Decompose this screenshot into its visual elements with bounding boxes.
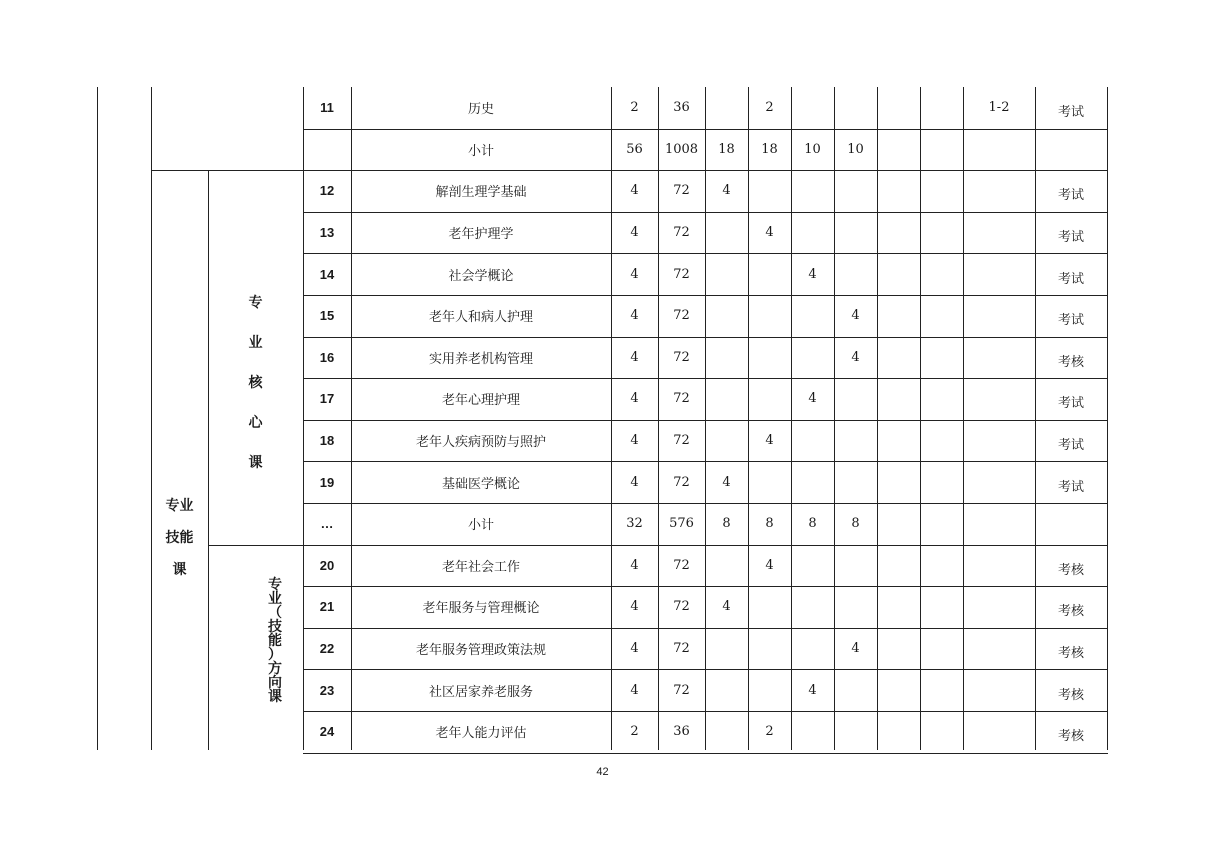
sem5-cell [877, 545, 920, 587]
sem2-cell: 4 [765, 433, 774, 449]
term-cell [963, 337, 1035, 379]
row-number: 16 [319, 349, 335, 365]
sem1-cell [705, 253, 748, 295]
term-cell [963, 129, 1035, 171]
sem1-cell: 4 [722, 599, 731, 615]
hours-cell: 72 [673, 225, 690, 241]
direction-course-label-char: 技 [268, 619, 282, 635]
sem4-cell: 10 [847, 141, 864, 157]
course-name: 老年社会工作 [441, 559, 520, 575]
credits-cell: 4 [630, 308, 639, 324]
course-name: 老年护理学 [448, 227, 514, 243]
core-course-label-char: 核 [248, 375, 263, 391]
sem3-cell: 4 [808, 682, 817, 698]
hours-cell: 72 [673, 349, 690, 365]
skill-course-label-char: 课 [172, 562, 187, 578]
direction-course-label-char: ） [268, 647, 282, 663]
direction-course-label [255, 578, 295, 704]
direction-course-label-char: 能 [268, 633, 282, 649]
row-number: 20 [319, 557, 335, 573]
sem1-cell [705, 628, 748, 670]
credits-cell: 2 [630, 100, 639, 116]
hours-cell: 72 [673, 433, 690, 449]
sem6-cell [920, 711, 963, 753]
row-number: 23 [319, 682, 335, 698]
credits-cell: 4 [630, 225, 639, 241]
sem5-cell [877, 420, 920, 462]
credits-cell: 4 [630, 391, 639, 407]
sem3-cell [791, 586, 834, 628]
sem3-cell [791, 170, 834, 212]
course-name: 小计 [467, 518, 494, 534]
sem4-cell [834, 669, 877, 711]
course-name: 老年人疾病预防与照护 [415, 435, 546, 451]
course-name: 实用养老机构管理 [428, 351, 533, 367]
sem6-cell [920, 337, 963, 379]
sem2-cell: 2 [765, 100, 774, 116]
credits-cell: 4 [630, 474, 639, 490]
sem4-cell: 4 [851, 349, 860, 365]
sem2-cell: 2 [765, 724, 774, 740]
sem1-cell [705, 669, 748, 711]
row-number: 22 [319, 641, 335, 657]
row-number: 11 [320, 100, 334, 116]
credits-cell: 4 [630, 557, 639, 573]
course-name: 社会学概论 [448, 268, 514, 284]
sem5-cell [877, 669, 920, 711]
term-cell: 1-2 [988, 100, 1010, 116]
sem1-cell: 18 [718, 141, 735, 157]
course-name: 老年人和病人护理 [428, 310, 533, 326]
sem2-cell: 8 [765, 516, 774, 532]
sem3-cell: 4 [808, 266, 817, 282]
sem5-cell [877, 295, 920, 337]
page-number: 42 [596, 766, 609, 778]
term-cell [963, 253, 1035, 295]
category-border [151, 87, 152, 750]
assessment-cell: 考核 [1057, 646, 1084, 662]
sem2-cell [748, 253, 791, 295]
assessment-cell: 考核 [1057, 604, 1084, 620]
sem5-cell [877, 129, 920, 171]
sem6-cell [920, 87, 963, 129]
sem5-cell [877, 711, 920, 753]
term-cell [963, 420, 1035, 462]
sem5-cell [877, 170, 920, 212]
assessment-cell: 考试 [1057, 479, 1084, 495]
direction-course-label-char: 业 [268, 591, 282, 607]
skill-course-label-char: 技能 [165, 530, 194, 546]
assessment-cell: 考试 [1057, 271, 1084, 287]
sem3-cell [791, 461, 834, 503]
term-cell [963, 212, 1035, 254]
sem4-cell: 8 [851, 516, 860, 532]
sem4-cell [834, 711, 877, 753]
sem1-cell [705, 545, 748, 587]
term-cell [963, 170, 1035, 212]
direction-course-label-char: 专 [268, 577, 282, 593]
row-number: 19 [319, 474, 335, 490]
credits-cell: 4 [630, 183, 639, 199]
assessment-cell: 考核 [1057, 687, 1084, 703]
credits-cell: 4 [630, 266, 639, 282]
sem6-cell [920, 586, 963, 628]
sem1-cell [705, 337, 748, 379]
sem2-cell: 4 [765, 225, 774, 241]
sem2-cell: 4 [765, 557, 774, 573]
sem3-cell [791, 628, 834, 670]
sem5-cell [877, 87, 920, 129]
row-number: 14 [319, 266, 335, 282]
sem2-cell [748, 461, 791, 503]
row-number [303, 129, 351, 171]
sem5-cell [877, 628, 920, 670]
sem4-cell [834, 170, 877, 212]
course-name: 历史 [467, 102, 494, 118]
sem4-cell: 4 [851, 641, 860, 657]
sem1-cell [705, 378, 748, 420]
term-cell [963, 545, 1035, 587]
sem5-cell [877, 586, 920, 628]
sem4-cell [834, 87, 877, 129]
term-cell [963, 669, 1035, 711]
sem1-cell [705, 212, 748, 254]
sem1-cell [705, 87, 748, 129]
hours-cell: 72 [673, 266, 690, 282]
course-name: 基础医学概论 [441, 476, 520, 492]
direction-course-label-char: （ [268, 605, 282, 621]
sem4-cell [834, 461, 877, 503]
sem5-cell [877, 253, 920, 295]
sem3-cell [791, 295, 834, 337]
sem4-cell [834, 420, 877, 462]
row-number: 12 [319, 183, 335, 199]
credits-cell: 2 [630, 724, 639, 740]
sem2-cell [748, 295, 791, 337]
credits-cell: 4 [630, 599, 639, 615]
credits-cell: 4 [630, 433, 639, 449]
assessment-cell: 考试 [1057, 105, 1084, 121]
sem4-cell [834, 212, 877, 254]
sem3-cell: 4 [808, 391, 817, 407]
sem6-cell [920, 420, 963, 462]
sem3-cell [791, 545, 834, 587]
sem6-cell [920, 212, 963, 254]
assessment-cell: 考试 [1057, 438, 1084, 454]
sem4-cell [834, 586, 877, 628]
sem2-cell [748, 378, 791, 420]
table-outer-border [97, 87, 98, 750]
sem2-cell: 18 [761, 141, 778, 157]
sem3-cell [791, 337, 834, 379]
course-name: 小计 [467, 143, 494, 159]
term-cell [963, 503, 1035, 545]
row-divider [303, 753, 1108, 754]
assessment-cell: 考试 [1057, 188, 1084, 204]
sem3-cell [791, 420, 834, 462]
core-course-label-char: 业 [248, 335, 263, 351]
credits-cell: 56 [626, 141, 643, 157]
sem6-cell [920, 545, 963, 587]
sem1-cell: 8 [722, 516, 731, 532]
sem4-cell [834, 253, 877, 295]
assessment-cell [1035, 503, 1107, 545]
sem4-cell [834, 378, 877, 420]
sem1-cell [705, 295, 748, 337]
sem1-cell [705, 711, 748, 753]
term-cell [963, 711, 1035, 753]
credits-cell: 4 [630, 641, 639, 657]
row-number: 18 [319, 433, 335, 449]
credits-cell: 32 [626, 516, 643, 532]
sem2-cell [748, 170, 791, 212]
direction-course-label-char: 方 [268, 661, 282, 677]
sem2-cell [748, 669, 791, 711]
row-number: 13 [319, 225, 335, 241]
column-divider [1107, 87, 1108, 750]
hours-cell: 36 [673, 724, 690, 740]
hours-cell: 72 [673, 183, 690, 199]
hours-cell: 72 [673, 682, 690, 698]
skill-course-label-char: 专业 [165, 498, 194, 514]
term-cell [963, 378, 1035, 420]
term-cell [963, 461, 1035, 503]
sem4-cell [834, 545, 877, 587]
hours-cell: 72 [673, 391, 690, 407]
assessment-cell: 考核 [1057, 729, 1084, 745]
course-name: 老年服务与管理概论 [422, 601, 540, 617]
sem5-cell [877, 461, 920, 503]
hours-cell: 36 [673, 100, 690, 116]
row-number: 17 [319, 391, 335, 407]
sem6-cell [920, 461, 963, 503]
sem5-cell [877, 378, 920, 420]
sem6-cell [920, 295, 963, 337]
assessment-cell: 考试 [1057, 230, 1084, 246]
assessment-cell: 考试 [1057, 313, 1084, 329]
term-cell [963, 586, 1035, 628]
direction-course-label-char: 向 [268, 675, 282, 691]
term-cell [963, 295, 1035, 337]
sem5-cell [877, 337, 920, 379]
row-number: … [320, 516, 334, 532]
sem6-cell [920, 170, 963, 212]
sem6-cell [920, 628, 963, 670]
core-course-label-char: 专 [248, 295, 263, 311]
sem4-cell: 4 [851, 308, 860, 324]
sem3-cell: 8 [808, 516, 817, 532]
sem3-cell: 10 [804, 141, 821, 157]
hours-cell: 576 [669, 516, 694, 532]
core-course-label [208, 296, 303, 496]
row-number: 15 [319, 308, 335, 324]
course-name: 老年人能力评估 [435, 726, 527, 742]
course-name: 社区居家养老服务 [428, 684, 533, 700]
term-cell [963, 628, 1035, 670]
sem5-cell [877, 212, 920, 254]
sem2-cell [748, 337, 791, 379]
sem1-cell: 4 [722, 474, 731, 490]
course-name: 老年服务管理政策法规 [415, 643, 546, 659]
sem2-cell [748, 628, 791, 670]
assessment-cell [1035, 129, 1107, 171]
hours-cell: 72 [673, 641, 690, 657]
course-name: 解剖生理学基础 [435, 185, 527, 201]
direction-course-label-char: 课 [268, 689, 282, 705]
sem6-cell [920, 503, 963, 545]
skill-course-label [151, 499, 208, 595]
assessment-cell: 考核 [1057, 354, 1084, 370]
sem6-cell [920, 253, 963, 295]
hours-cell: 72 [673, 557, 690, 573]
row-number: 21 [319, 599, 335, 615]
sem3-cell [791, 711, 834, 753]
sem3-cell [791, 212, 834, 254]
sem3-cell [791, 87, 834, 129]
sem6-cell [920, 129, 963, 171]
sem2-cell [748, 586, 791, 628]
sem1-cell: 4 [722, 183, 731, 199]
sem6-cell [920, 669, 963, 711]
hours-cell: 72 [673, 599, 690, 615]
credits-cell: 4 [630, 682, 639, 698]
hours-cell: 72 [673, 474, 690, 490]
course-name: 老年心理护理 [441, 393, 520, 409]
sem6-cell [920, 378, 963, 420]
hours-cell: 72 [673, 308, 690, 324]
sem5-cell [877, 503, 920, 545]
sem1-cell [705, 420, 748, 462]
credits-cell: 4 [630, 349, 639, 365]
assessment-cell: 考试 [1057, 396, 1084, 412]
row-number: 24 [319, 724, 335, 740]
hours-cell: 1008 [664, 141, 699, 157]
core-course-label-char: 课 [248, 455, 263, 471]
assessment-cell: 考核 [1057, 562, 1084, 578]
core-course-label-char: 心 [248, 415, 263, 431]
